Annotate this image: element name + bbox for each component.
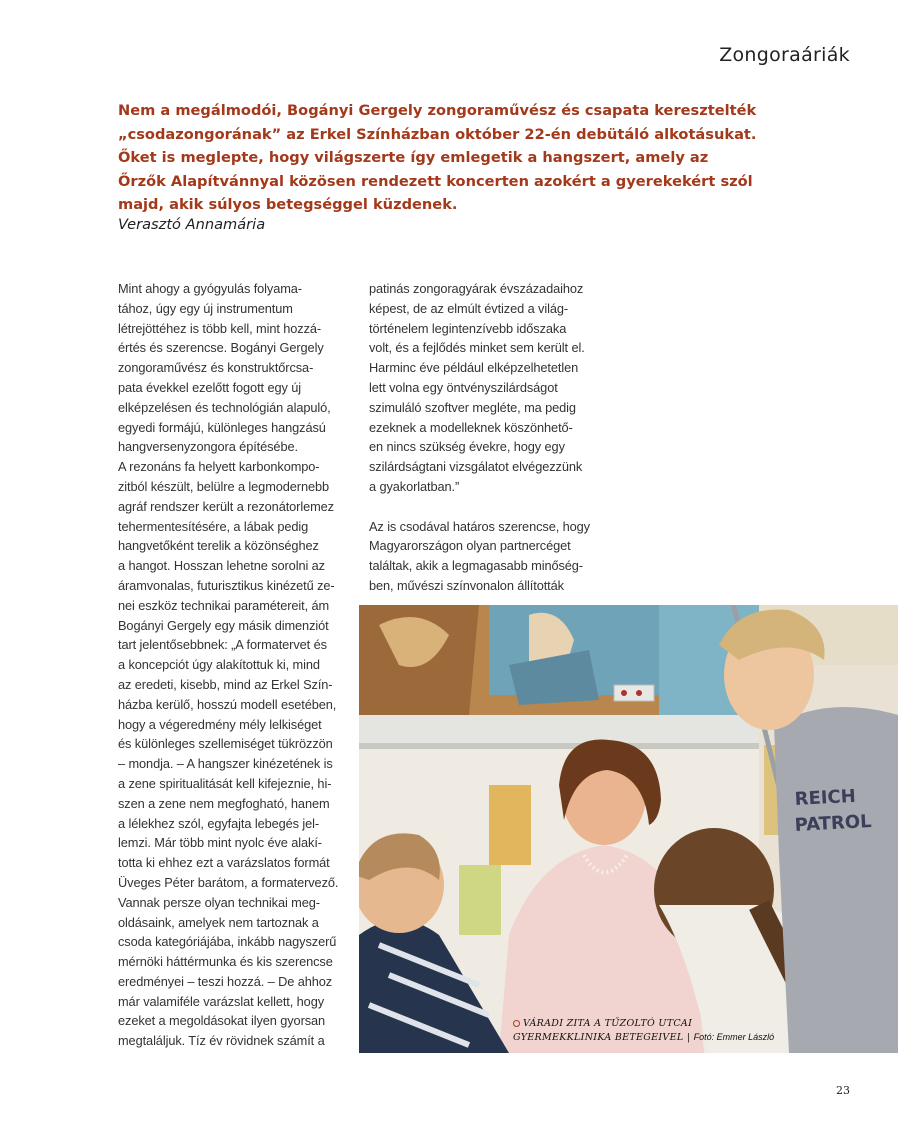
text-line: pata évekkel ezelőtt fogott egy új	[118, 379, 301, 395]
text-line: eredményei – teszi hozzá. – De ahhoz	[118, 973, 333, 989]
text-line: agráf rendszer került a rezonátorlemez	[118, 498, 334, 514]
text-line: elképzelésen és technológián alapuló,	[118, 399, 331, 415]
text-line: szimuláló szoftver megléte, ma pedig	[369, 399, 576, 415]
text-line: értés és szerencse. Bogányi Gergely	[118, 340, 324, 356]
text-line: ben, művészi színvonalon állították	[369, 577, 564, 593]
text-line: házba kerülő, hosszú modell esetében,	[118, 696, 337, 712]
text-line: Harminc éve például elképzelhetetlen	[369, 360, 579, 376]
text-line: tehermentesítésére, a lábak pedig	[118, 518, 309, 534]
text-line: Magyarországon olyan partnercéget	[369, 538, 571, 554]
text-line: képest, de az elmúlt évtized a világ-	[369, 300, 569, 316]
text-line: hangvetőként terelik a közönséghez	[118, 538, 319, 554]
text-line: szen a zene nem megfogható, hanem	[118, 795, 330, 811]
text-line: már valamiféle varázslat kellett, hogy	[118, 993, 325, 1009]
section-title: Zongoraáriák	[719, 44, 850, 66]
text-line: lemzi. Már több mint nyolc éve alakí-	[118, 835, 322, 851]
text-line: létrejöttéhez is több kell, mint hozzá-	[118, 320, 322, 336]
caption-line-1: VÁRADI ZITA A TŰZOLTÓ UTCAI	[513, 1017, 803, 1031]
shirt-print-2: PATROL	[794, 810, 873, 836]
text-line: Üveges Péter barátom, a formatervező.	[118, 874, 339, 890]
text-line: a hangot. Hosszan lehetne sorolni az	[118, 558, 325, 574]
paragraph-gap	[369, 497, 605, 517]
text-line: oldásaink, amelyek nem tartoznak a	[118, 914, 319, 930]
text-line: volt, és a fejlődés minket sem került el.	[369, 340, 585, 356]
lead-paragraph	[118, 99, 758, 217]
text-line: ezeket a megoldásokat ilyen gyorsan	[118, 1013, 326, 1029]
text-line: tart jelentősebbnek: „A formatervet és	[118, 637, 327, 653]
text-line: megtaláljuk. Tíz év rövidnek számít a	[118, 1033, 325, 1049]
photo-caption	[513, 1017, 803, 1044]
text-line: nei eszköz technikai paramétereit, ám	[118, 597, 330, 613]
author-byline: Verasztó Annamária	[118, 216, 266, 233]
text-line: patinás zongoragyárak évszázadaihoz	[369, 281, 584, 296]
article-photo	[359, 605, 898, 1053]
text-line: – mondja. – A hangszer kinézetének is	[118, 756, 333, 772]
text-line: tához, úgy egy új instrumentum	[118, 300, 293, 316]
text-line: a lélekhez szól, egyfajta lebegés jel-	[118, 815, 320, 831]
text-line: en nincs szükség évekre, hogy egy	[369, 439, 565, 455]
text-line: ezeknek a modelleknek köszönhető-	[369, 419, 573, 435]
text-line: és különleges szellemiséget tükrözzön	[118, 736, 333, 752]
shirt-print: REICH	[794, 785, 857, 810]
page-number: 23	[836, 1084, 850, 1097]
photo-credit: Fotó: Emmer László	[693, 1031, 775, 1042]
lead-text: Nem a megálmodói, Bogányi Gergely zongoraművész és csapata keresztelték „csodazongorának” az Erkel Színházban október 22-én debütáló alkotásukat. Őket is meglepte, hogy világszerte így emlegetik a hangszert, amely az Őrzők Alapítvánnyal közösen rendezett koncerten azokért a gyerekekért szól majd, akik súlyos betegséggel küzdenek.	[118, 102, 757, 213]
caption-bullet-icon	[513, 1020, 520, 1027]
caption-line-2: GYERMEKKLINIKA BETEGEIVEL | Fotó: Emmer László	[513, 1031, 775, 1043]
text-line: a koncepciót úgy alakítottuk ki, mind	[118, 657, 320, 673]
text-line: a gyakorlatban.”	[369, 478, 460, 494]
text-line: csoda kategóriájába, inkább nagyszerű	[118, 934, 337, 950]
text-line: egyedi formájú, különleges hangzású	[118, 419, 326, 435]
text-line: szilárdságtani vizsgálatot elvégezzünk	[369, 459, 583, 475]
text-line: Vannak persze olyan technikai meg-	[118, 894, 320, 910]
text-line: A rezonáns fa helyett karbonkompo-	[118, 459, 320, 475]
text-line: mérnöki háttérmunka és kis szerencse	[118, 954, 333, 970]
text-line: történelem legintenzívebb időszaka	[369, 320, 567, 336]
text-line: totta ki ehhez ezt a varázslatos formát	[118, 855, 330, 871]
text-line: hangversenyzongora építésébe.	[118, 439, 298, 455]
text-line: találtak, akik a legmagasabb minőség-	[369, 558, 583, 574]
article-column-2	[369, 279, 605, 596]
text-line: Mint ahogy a gyógyulás folyama-	[118, 281, 302, 296]
text-line: a zene spiritualitását kell kifejeznie, hi-	[118, 775, 332, 791]
text-line: az eredeti, kisebb, mind az Erkel Szín-	[118, 676, 333, 692]
article-column-1	[118, 279, 354, 1051]
text-line: hogy a végeredmény mély lelkiséget	[118, 716, 322, 732]
text-line: Az is csodával határos szerencse, hogy	[369, 518, 590, 534]
text-line: áramvonalas, futurisztikus kinézetű ze-	[118, 577, 335, 593]
text-line: zitból készült, belülre a legmodernebb	[118, 478, 330, 494]
text-line: Bogányi Gergely egy másik dimenziót	[118, 617, 329, 633]
text-line: lett volna egy öntvényszilárdságot	[369, 379, 558, 395]
text-line: zongoraművész és konstruktőrcsa-	[118, 360, 314, 376]
